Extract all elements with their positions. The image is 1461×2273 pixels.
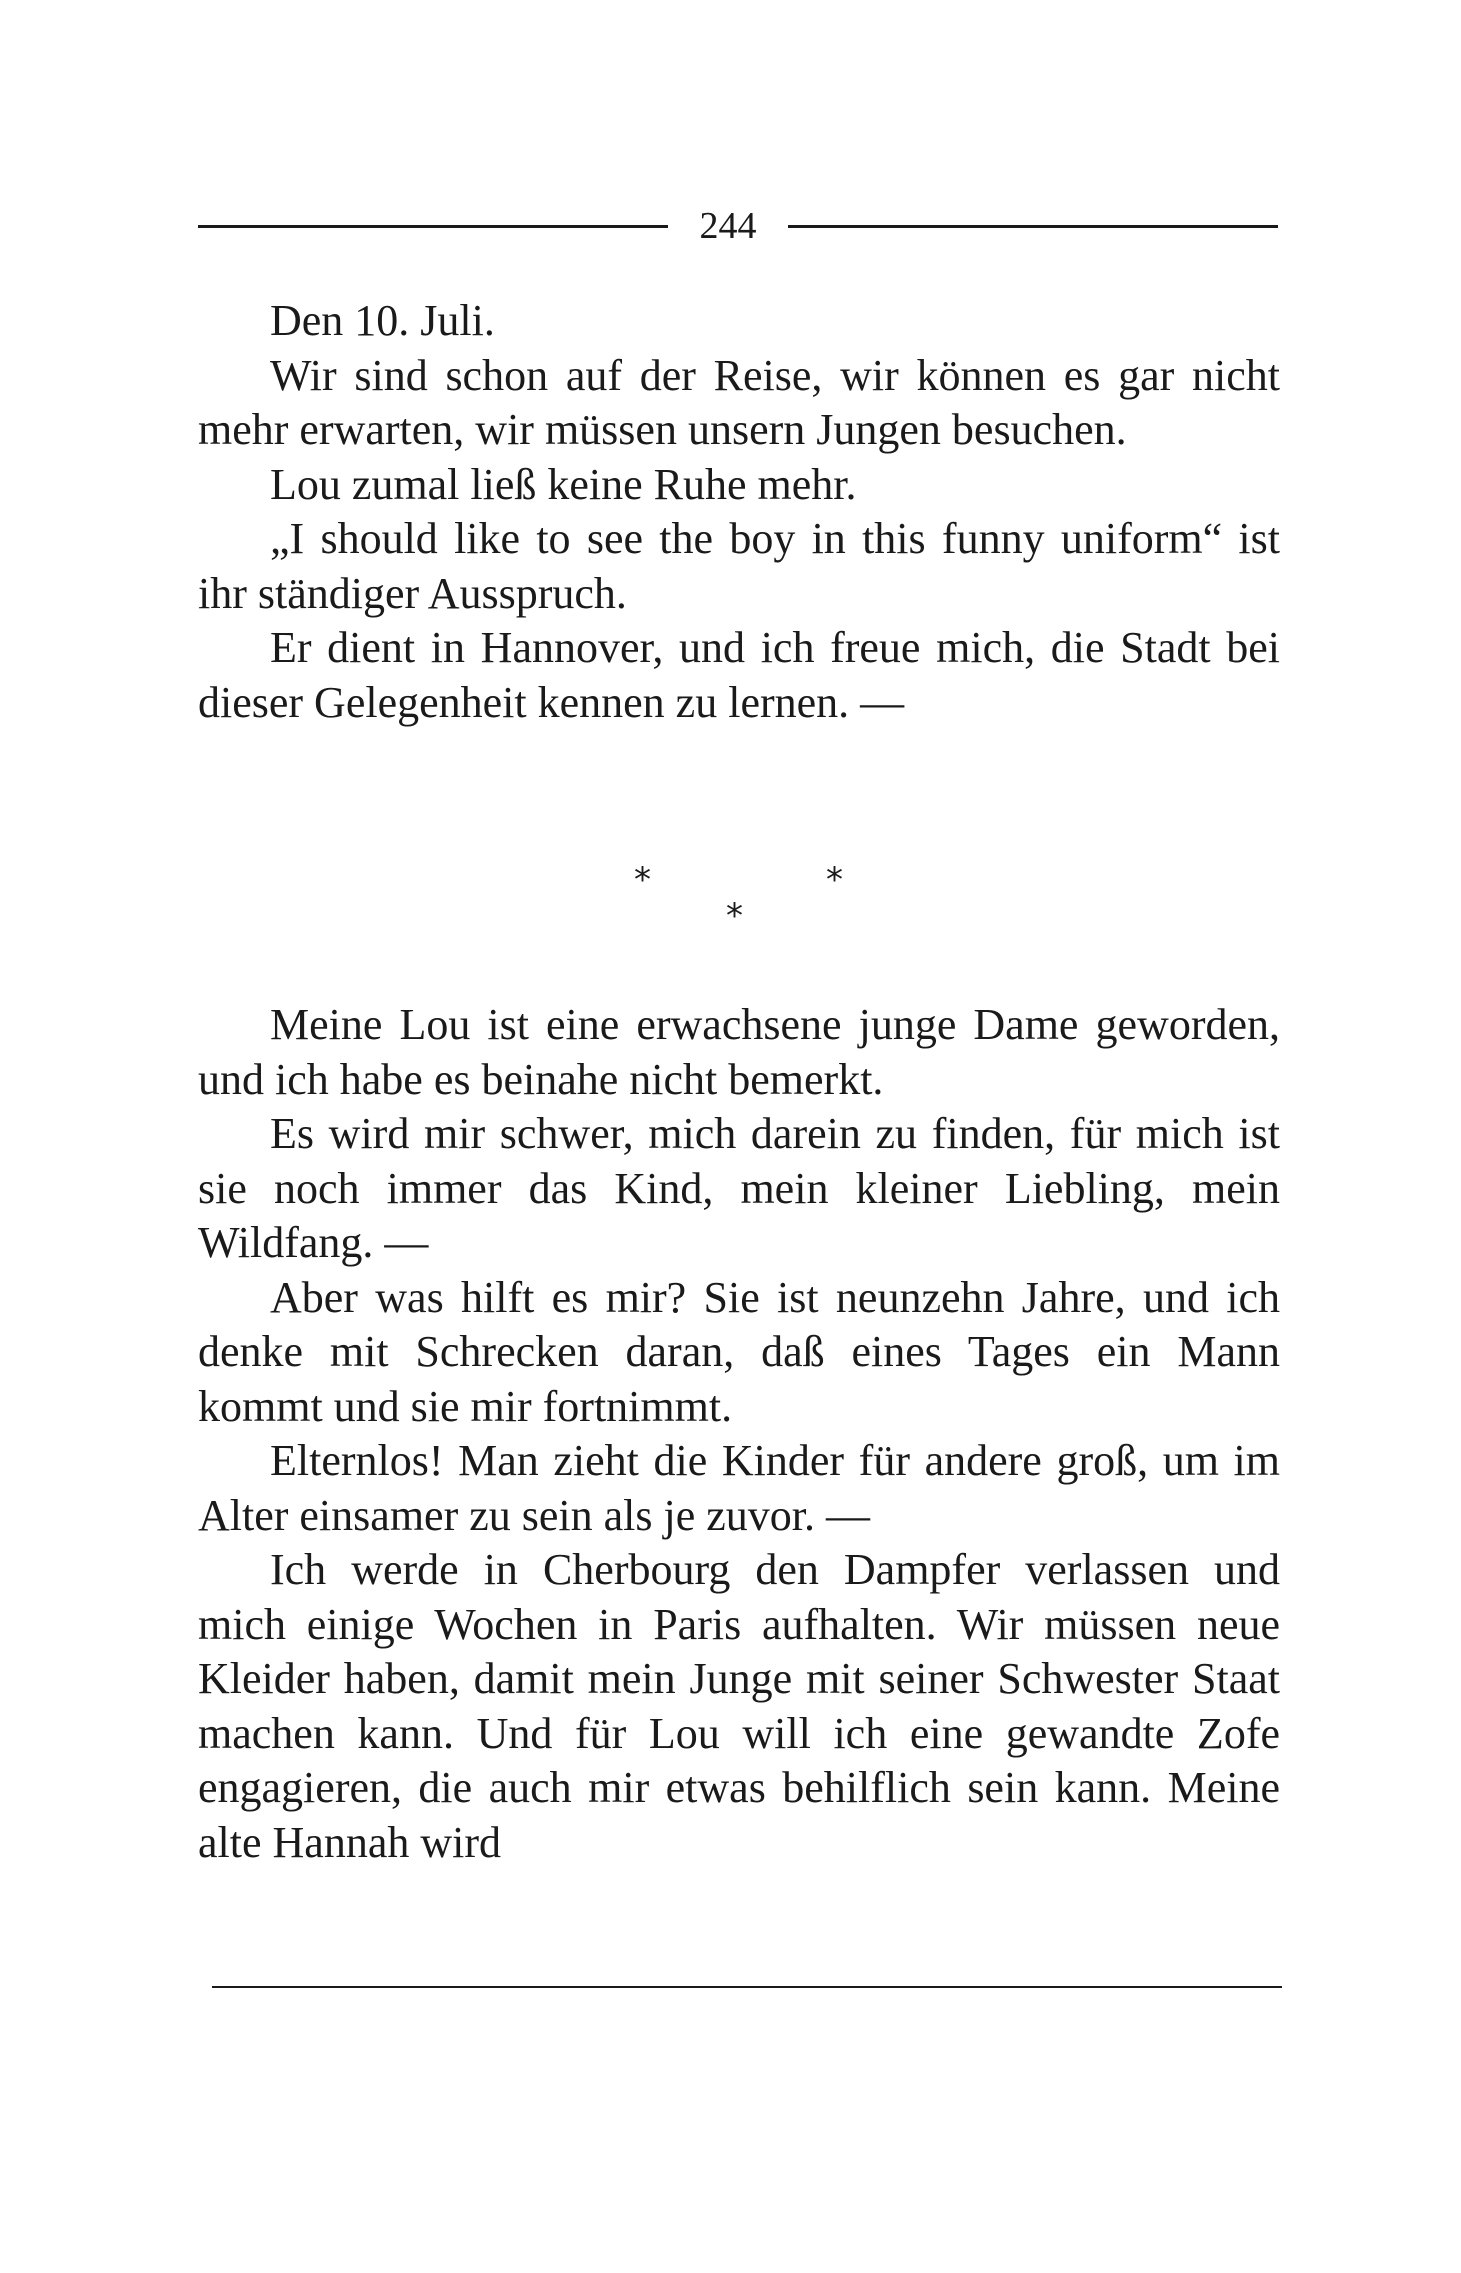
paragraph: Lou zumal ließ keine Ruhe mehr. <box>270 459 857 509</box>
paragraph: Wir sind schon auf der Reise, wir können es gar nicht mehr erwarten, wir müssen unsern Jungen besuchen. <box>198 350 1280 454</box>
asterisk: * <box>726 896 743 936</box>
header-rule-right <box>788 225 1278 228</box>
paragraph: „I should like to see the boy in this funny uniform“ ist ihr ständiger Ausspruch. <box>198 514 1280 618</box>
paragraph: Er dient in Hannover, und ich freue mich, die Stadt bei dieser Gelegenheit kennen zu lernen. — <box>198 623 1280 727</box>
footer-rule <box>212 1986 1282 1988</box>
diary-entry-continued <box>198 998 1280 1870</box>
asterisk: * <box>826 860 843 900</box>
paragraph: Aber was hilft es mir? Sie ist neunzehn Jahre, und ich denke mit Schrecken daran, daß eines Tages ein Mann kommt und sie mir fortnimmt. <box>198 1272 1280 1431</box>
entry-date: Den 10. Juli. <box>270 296 495 345</box>
paragraph: Elternlos! Man zieht die Kinder für andere groß, um im Alter einsamer zu sein als je zuvor. — <box>198 1436 1280 1540</box>
section-separator-asterism <box>600 860 860 940</box>
paragraph: Es wird mir schwer, mich darein zu finden, für mich ist sie noch immer das Kind, mein kleiner Liebling, mein Wildfang. — <box>198 1109 1280 1267</box>
page-header <box>198 198 1278 254</box>
header-rule-left <box>198 225 668 228</box>
paragraph: Meine Lou ist eine erwachsene junge Dame geworden, und ich habe es beinahe nicht bemerkt. <box>198 1000 1280 1104</box>
asterisk: * <box>634 860 651 900</box>
diary-entry-july-10 <box>198 294 1280 730</box>
paragraph: Ich werde in Cherbourg den Dampfer verlassen und mich einige Wochen in Paris aufhalten. Wir müssen neue Kleider haben, damit mein Junge mit seiner Schwester Staat machen kann. Und für Lou will ich eine gewandte Zofe engagieren, die auch mir etwas behilflich sein kann. Meine alte Hannah wird <box>198 1545 1280 1867</box>
page-number: 244 <box>699 205 757 247</box>
